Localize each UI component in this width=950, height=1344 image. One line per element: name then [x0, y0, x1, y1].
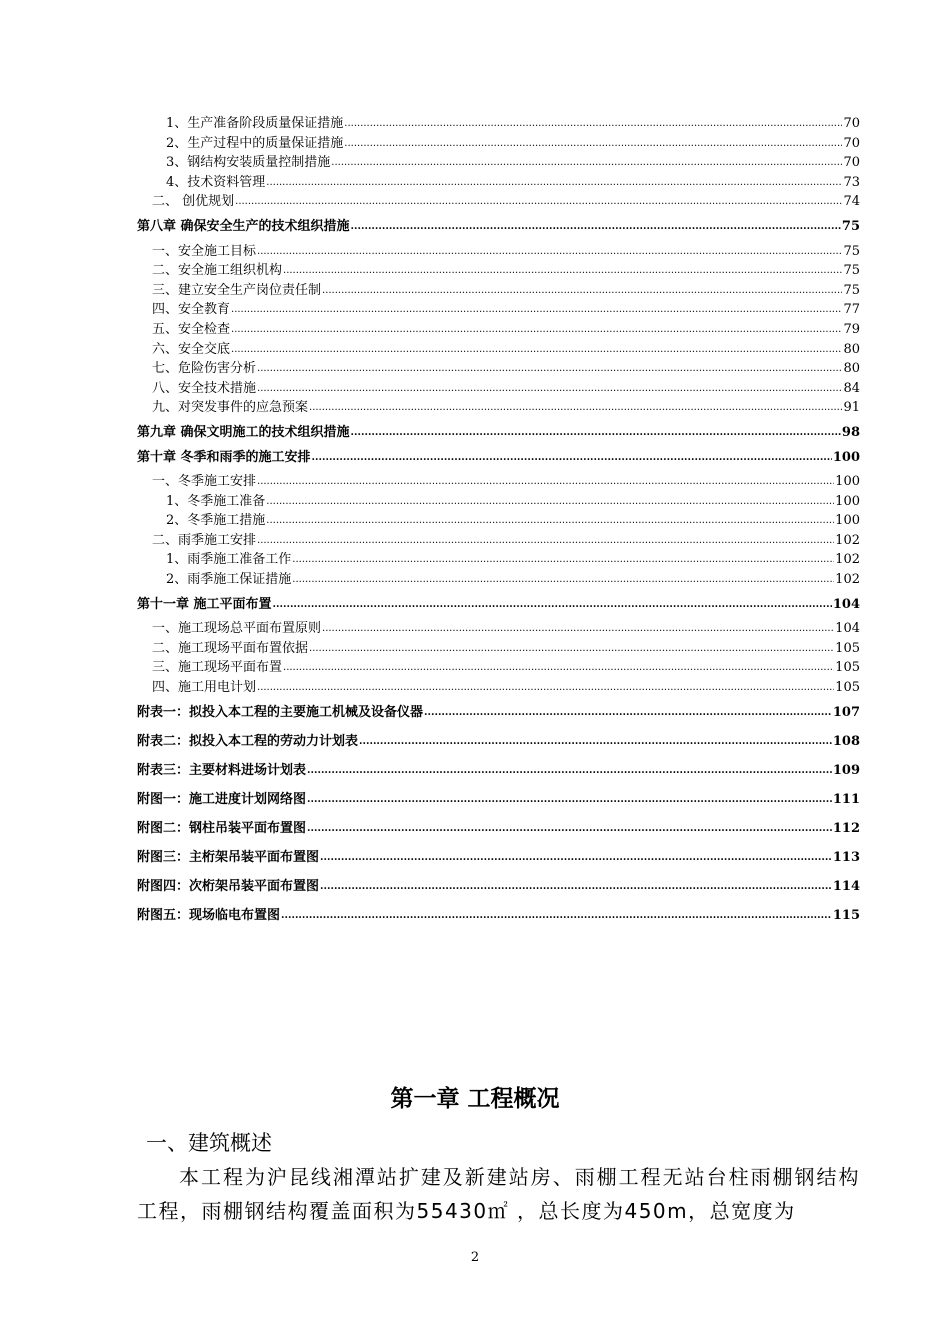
toc-leader-dots [351, 216, 841, 237]
toc-entry-title: 二、安全施工组织机构 [152, 263, 283, 279]
toc-entry-page: 84 [843, 380, 860, 396]
toc-leader-dots [231, 339, 842, 360]
toc-entry-title: 第十章 冬季和雨季的施工安排 [137, 449, 311, 465]
toc-entry[interactable] [137, 448, 860, 468]
toc-leader-dots [322, 618, 834, 639]
toc-entry-title: 三、建立安全生产岗位责任制 [152, 282, 322, 298]
toc-entry-page: 102 [835, 552, 860, 568]
toc-entry-title: 2、生产过程中的质量保证措施 [166, 135, 344, 151]
toc-leader-dots [231, 319, 842, 340]
toc-entry-page: 75 [843, 282, 860, 298]
toc-entry-page: 105 [835, 660, 860, 676]
toc-entry-title: 4、技术资料管理 [166, 174, 266, 190]
toc-entry-page: 70 [843, 155, 860, 171]
toc-entry[interactable] [137, 472, 860, 492]
toc-entry[interactable] [137, 217, 860, 237]
toc-entry-page: 70 [843, 116, 860, 131]
toc-entry-title: 四、安全教育 [152, 302, 231, 318]
toc-leader-dots [320, 871, 832, 901]
toc-leader-dots [257, 358, 842, 379]
toc-entry[interactable] [137, 423, 860, 443]
toc-entry-page: 100 [835, 493, 860, 509]
toc-entry-title: 附表三：主要材料进场计划表 [137, 762, 307, 778]
toc-entry-page: 112 [832, 820, 860, 836]
toc-leader-dots [281, 900, 832, 930]
toc-entry-title: 第十一章 施工平面布置 [137, 596, 272, 612]
toc-entry[interactable] [137, 658, 860, 678]
toc-entry-title: 一、安全施工目标 [152, 243, 257, 259]
toc-entry[interactable] [137, 531, 860, 551]
toc-entry-page: 114 [832, 878, 860, 894]
toc-entry-title: 八、安全技术措施 [152, 380, 257, 396]
toc-entry[interactable] [137, 281, 860, 301]
toc-leader-dots [235, 191, 842, 212]
toc-entry[interactable] [137, 872, 860, 901]
toc-leader-dots [266, 510, 834, 531]
toc-entry[interactable] [137, 595, 860, 615]
toc-entry-page: 107 [832, 704, 860, 720]
toc-entry-page: 73 [843, 174, 860, 190]
toc-leader-dots [309, 638, 834, 659]
toc-entry-title: 2、雨季施工保证措施 [166, 572, 292, 588]
toc-entry[interactable] [137, 300, 860, 320]
toc-entry-page: 104 [835, 621, 860, 637]
toc-leader-dots [273, 594, 832, 615]
toc-entry[interactable] [137, 379, 860, 399]
toc-entry-title: 七、危险伤害分析 [152, 361, 257, 377]
toc-entry-title: 3、钢结构安装质量控制措施 [166, 155, 331, 171]
toc-entry-title: 一、施工现场总平面布置原则 [152, 621, 322, 637]
toc-entry[interactable] [137, 320, 860, 340]
toc-leader-dots [257, 378, 842, 399]
toc-entry-page: 104 [832, 596, 860, 612]
toc-entry[interactable] [137, 727, 860, 756]
toc-entry[interactable] [137, 570, 860, 590]
toc-entry-page: 79 [843, 321, 860, 337]
toc-entry-page: 102 [835, 572, 860, 588]
toc-entry[interactable] [137, 192, 860, 212]
toc-leader-dots [266, 172, 842, 193]
toc-entry-title: 三、施工现场平面布置 [152, 660, 283, 676]
toc-leader-dots [283, 260, 842, 281]
toc-entry-page: 75 [843, 243, 860, 259]
toc-entry-page: 70 [843, 135, 860, 151]
toc-leader-dots [231, 299, 842, 320]
toc-leader-dots [257, 677, 834, 698]
toc-entry[interactable] [137, 173, 860, 193]
toc-entry-title: 二、 创优规划 [152, 194, 235, 210]
toc-entry-page: 100 [832, 449, 860, 465]
toc-leader-dots [307, 755, 832, 785]
chapter-title: 第一章 工程概况 [390, 1086, 560, 1112]
toc-entry-page: 115 [832, 907, 860, 923]
toc-entry[interactable] [137, 242, 860, 262]
toc-entry-page: 100 [835, 513, 860, 529]
toc-entry[interactable] [137, 698, 860, 727]
toc-entry[interactable] [137, 550, 860, 570]
toc-entry-title: 附图四：次桁架吊装平面布置图 [137, 878, 320, 894]
toc-leader-dots [331, 152, 842, 173]
toc-entry[interactable] [137, 340, 860, 360]
toc-entry[interactable] [137, 114, 860, 134]
toc-entry[interactable] [137, 814, 860, 843]
toc-entry[interactable] [137, 678, 860, 698]
toc-entry-page: 74 [843, 194, 860, 210]
toc-leader-dots [359, 726, 832, 756]
page-number: 2 [470, 1250, 480, 1265]
toc-leader-dots [266, 491, 834, 512]
toc-entry[interactable] [137, 901, 860, 930]
toc-entry-title: 附表一：拟投入本工程的主要施工机械及设备仪器 [137, 704, 424, 720]
toc-leader-dots [283, 657, 834, 678]
section-title: 一、建筑概述 [146, 1131, 272, 1155]
toc-entry-title: 二、雨季施工安排 [152, 532, 257, 548]
toc-entry-title: 1、雨季施工准备工作 [166, 552, 292, 568]
table-of-contents [137, 114, 860, 930]
toc-entry[interactable] [137, 261, 860, 281]
toc-leader-dots [424, 697, 832, 727]
toc-leader-dots [309, 397, 842, 418]
toc-leader-dots [292, 569, 834, 590]
toc-entry-title: 第九章 确保文明施工的技术组织措施 [137, 424, 350, 440]
toc-entry[interactable] [137, 359, 860, 379]
toc-entry[interactable] [137, 398, 860, 418]
toc-entry-page: 80 [843, 361, 860, 377]
toc-entry-title: 六、安全交底 [152, 341, 231, 357]
toc-leader-dots [320, 842, 832, 872]
toc-entry-page: 111 [832, 791, 860, 807]
toc-entry[interactable] [137, 492, 860, 512]
toc-leader-dots [292, 549, 834, 570]
toc-entry-title: 2、冬季施工措施 [166, 513, 266, 529]
toc-leader-dots [322, 280, 842, 301]
toc-leader-dots [257, 471, 834, 492]
toc-entry[interactable] [137, 511, 860, 531]
toc-entry[interactable] [137, 153, 860, 173]
toc-leader-dots [307, 813, 832, 843]
toc-leader-dots [257, 530, 834, 551]
toc-entry-title: 1、生产准备阶段质量保证措施 [166, 116, 344, 131]
toc-entry-page: 77 [843, 302, 860, 318]
toc-entry-title: 附图三：主桁架吊装平面布置图 [137, 849, 320, 865]
toc-entry-page: 98 [841, 424, 860, 440]
toc-entry-page: 91 [843, 400, 860, 416]
toc-entry[interactable] [137, 639, 860, 659]
toc-entry[interactable] [137, 134, 860, 154]
toc-entry-title: 四、施工用电计划 [152, 680, 257, 696]
toc-leader-dots [344, 113, 842, 134]
toc-entry-title: 附图二：钢柱吊装平面布置图 [137, 820, 307, 836]
toc-entry-page: 102 [835, 532, 860, 548]
toc-entry-title: 附表二：拟投入本工程的劳动力计划表 [137, 733, 359, 749]
toc-leader-dots [307, 784, 832, 814]
toc-entry-title: 第八章 确保安全生产的技术组织措施 [137, 218, 350, 234]
toc-entry[interactable] [137, 756, 860, 785]
toc-entry[interactable] [137, 619, 860, 639]
toc-entry-page: 100 [835, 474, 860, 490]
body-paragraph: 本工程为沪昆线湘潭站扩建及新建站房、雨棚工程无站台柱雨棚钢结构工程，雨棚钢结构覆盖面积为55430㎡ ，总长度为450m，总宽度为 [137, 1165, 860, 1223]
toc-entry-page: 105 [835, 640, 860, 656]
toc-entry-title: 五、安全检查 [152, 321, 231, 337]
toc-entry-page: 109 [832, 762, 860, 778]
toc-entry-title: 附图一：施工进度计划网络图 [137, 791, 307, 807]
toc-entry-page: 80 [843, 341, 860, 357]
toc-entry-page: 108 [832, 733, 860, 749]
toc-entry-page: 105 [835, 680, 860, 696]
toc-entry-page: 75 [843, 263, 860, 279]
toc-leader-dots [351, 422, 841, 443]
toc-entry-title: 九、对突发事件的应急预案 [152, 400, 309, 416]
toc-entry-page: 75 [841, 218, 860, 234]
toc-entry[interactable] [137, 785, 860, 814]
toc-entry-page: 113 [832, 849, 860, 865]
toc-entry-title: 一、冬季施工安排 [152, 474, 257, 490]
toc-entry-title: 二、施工现场平面布置依据 [152, 640, 309, 656]
toc-leader-dots [312, 447, 832, 468]
toc-leader-dots [257, 241, 842, 262]
toc-entry-title: 附图五：现场临电布置图 [137, 907, 281, 923]
toc-leader-dots [344, 133, 842, 154]
toc-entry-title: 1、冬季施工准备 [166, 493, 266, 509]
toc-entry[interactable] [137, 843, 860, 872]
